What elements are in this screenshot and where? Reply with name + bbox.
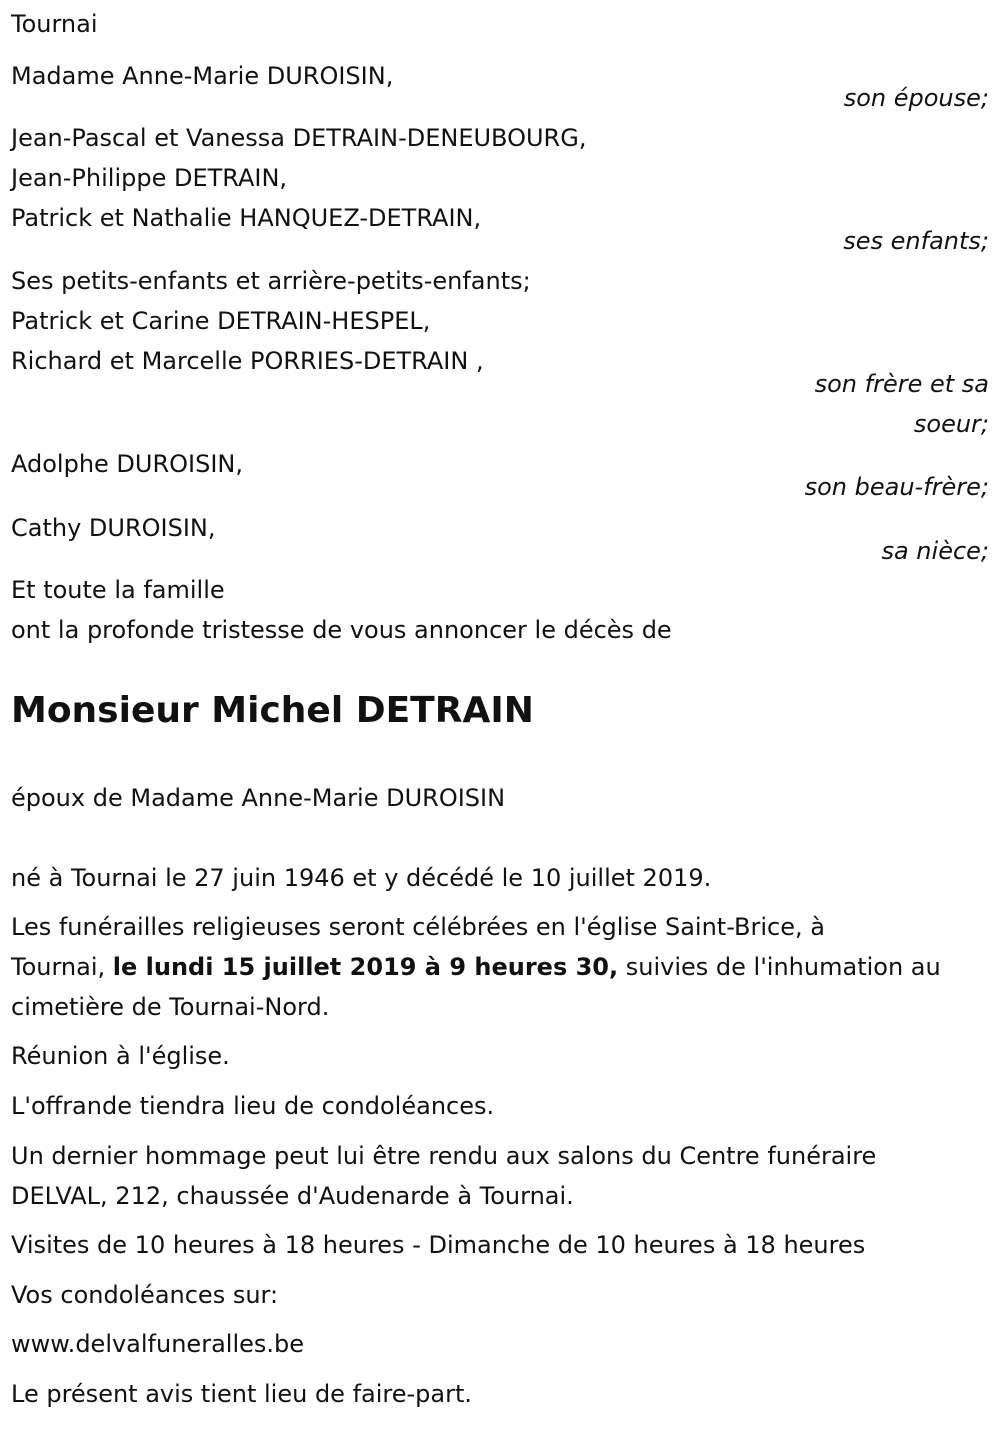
relation-label: ses enfants; (843, 227, 989, 255)
family-line: Patrick et Carine DETRAIN-HESPEL, (11, 307, 431, 335)
family-line: Richard et Marcelle PORRIES-DETRAIN , (11, 347, 484, 375)
offering-line: L'offrande tiendra lieu de condoléances. (11, 1092, 495, 1120)
closing-line: Et toute la famille (11, 576, 225, 604)
funeral-line (11, 947, 941, 987)
relation-label: son épouse; (843, 84, 989, 112)
birth-death-line: né à Tournai le 27 juin 1946 et y décédé le 10 juillet 2019. (11, 864, 712, 892)
family-line: Ses petits-enfants et arrière-petits-enfants; (11, 267, 531, 295)
family-line: Patrick et Nathalie HANQUEZ-DETRAIN, (11, 204, 482, 232)
family-line: Adolphe DUROISIN, (11, 450, 244, 478)
family-line: Jean-Pascal et Vanessa DETRAIN-DENEUBOURG, (11, 124, 587, 152)
relation-label: son beau-frère; (804, 473, 989, 501)
funeral-date: le lundi 15 juillet 2019 à 9 heures 30, (112, 953, 619, 981)
funeral-line: cimetière de Tournai-Nord. (11, 993, 330, 1021)
location: Tournai (11, 10, 98, 38)
family-line: Jean-Philippe DETRAIN, (11, 164, 288, 192)
funeral-text: Tournai, (11, 953, 113, 981)
condolences-label: Vos condoléances sur: (11, 1281, 279, 1309)
family-line: Madame Anne-Marie DUROISIN, (11, 62, 394, 90)
deceased-name: Monsieur Michel DETRAIN (11, 690, 534, 731)
funeral-text: suivies de l'inhumation au (618, 953, 941, 981)
funeral-line: Les funérailles religieuses seront célébrées en l'église Saint-Brice, à (11, 913, 825, 941)
visits-line: Visites de 10 heures à 18 heures - Dimanche de 10 heures à 18 heures (11, 1231, 866, 1259)
tribute-line: Un dernier hommage peut lui être rendu aux salons du Centre funéraire (11, 1142, 877, 1170)
family-line: Cathy DUROISIN, (11, 514, 216, 542)
relation-label: soeur; (913, 410, 989, 438)
spouse-line: époux de Madame Anne-Marie DUROISIN (11, 784, 506, 812)
meeting-line: Réunion à l'église. (11, 1042, 230, 1070)
notice-line: Le présent avis tient lieu de faire-part. (11, 1380, 473, 1408)
tribute-line: DELVAL, 212, chaussée d'Audenarde à Tournai. (11, 1182, 574, 1210)
closing-line: ont la profonde tristesse de vous annoncer le décès de (11, 616, 672, 644)
relation-label: son frère et sa (814, 370, 989, 398)
website-link[interactable]: www.delvalfuneralles.be (11, 1330, 305, 1358)
relation-label: sa nièce; (881, 537, 989, 565)
